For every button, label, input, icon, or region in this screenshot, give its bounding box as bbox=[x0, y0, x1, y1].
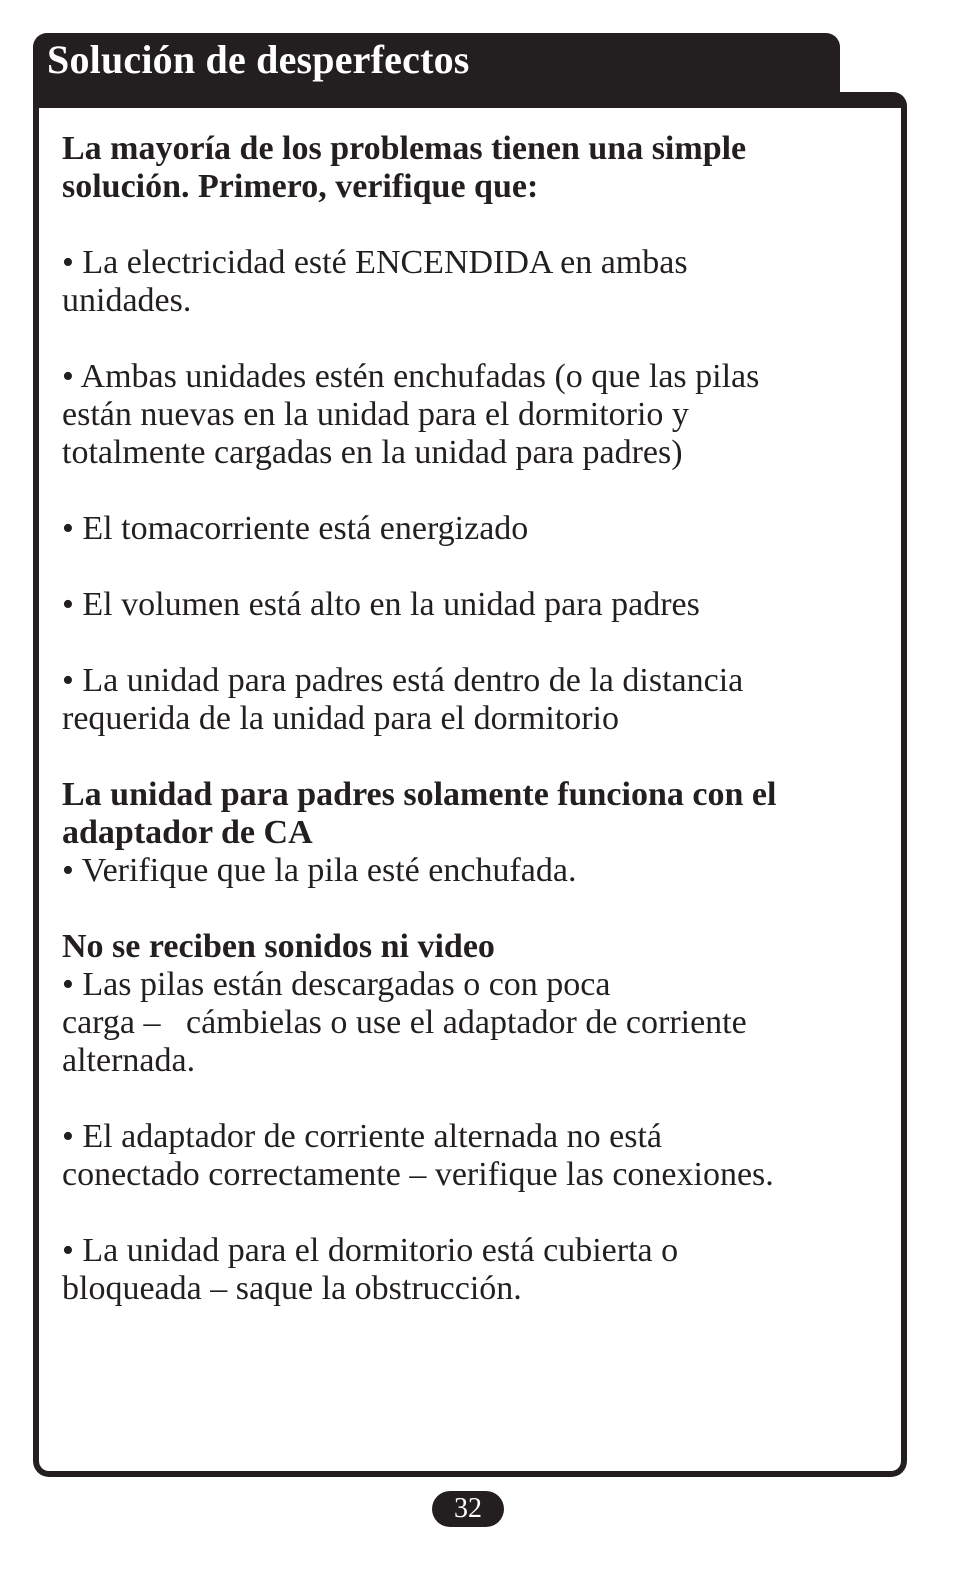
check-item-3: • El tomacorriente está energizado bbox=[62, 510, 529, 547]
no-sound-item-2-line-2: conectado correctamente – verifique las conexiones. bbox=[62, 1156, 774, 1193]
check-item-1-line-1: • La electricidad esté ENCENDIDA en ambas bbox=[62, 244, 688, 281]
troubleshooting-content bbox=[62, 130, 882, 1308]
check-item-4: • El volumen está alto en la unidad para padres bbox=[62, 586, 700, 623]
page-number-badge: 32 bbox=[432, 1491, 504, 1527]
check-item-1-line-2: unidades. bbox=[62, 282, 192, 319]
page-title: Solución de desperfectos bbox=[47, 37, 470, 82]
no-sound-item-3-line-1: • La unidad para el dormitorio está cubierta o bbox=[62, 1232, 679, 1269]
no-sound-item-3-line-2: bloqueada – saque la obstrucción. bbox=[62, 1270, 522, 1307]
no-sound-heading: No se reciben sonidos ni video bbox=[62, 928, 495, 965]
no-sound-item-1-line-2: carga – cámbielas o use el adaptador de corriente bbox=[62, 1004, 747, 1041]
check-item-2-line-2: están nuevas en la unidad para el dormitorio y bbox=[62, 396, 689, 433]
ac-item: • Verifique que la pila esté enchufada. bbox=[62, 852, 577, 889]
no-sound-item-1-line-3: alternada. bbox=[62, 1042, 196, 1079]
no-sound-item-2-line-1: • El adaptador de corriente alternada no está bbox=[62, 1118, 662, 1155]
content-panel-top bbox=[39, 112, 901, 132]
intro-line-2: solución. Primero, verifique que: bbox=[62, 168, 539, 205]
no-sound-item-1-line-1: • Las pilas están descargadas o con poca bbox=[62, 966, 611, 1003]
check-item-5-line-2: requerida de la unidad para el dormitorio bbox=[62, 700, 619, 737]
check-item-5-line-1: • La unidad para padres está dentro de la distancia bbox=[62, 662, 744, 699]
intro-line-1: La mayoría de los problemas tienen una simple bbox=[62, 130, 747, 167]
ac-heading-line-1: La unidad para padres solamente funciona con el bbox=[62, 776, 777, 813]
ac-heading-line-2: adaptador de CA bbox=[62, 814, 313, 851]
check-item-2-line-1: • Ambas unidades estén enchufadas (o que las pilas bbox=[62, 358, 760, 395]
check-item-2-line-3: totalmente cargadas en la unidad para padres) bbox=[62, 434, 683, 471]
